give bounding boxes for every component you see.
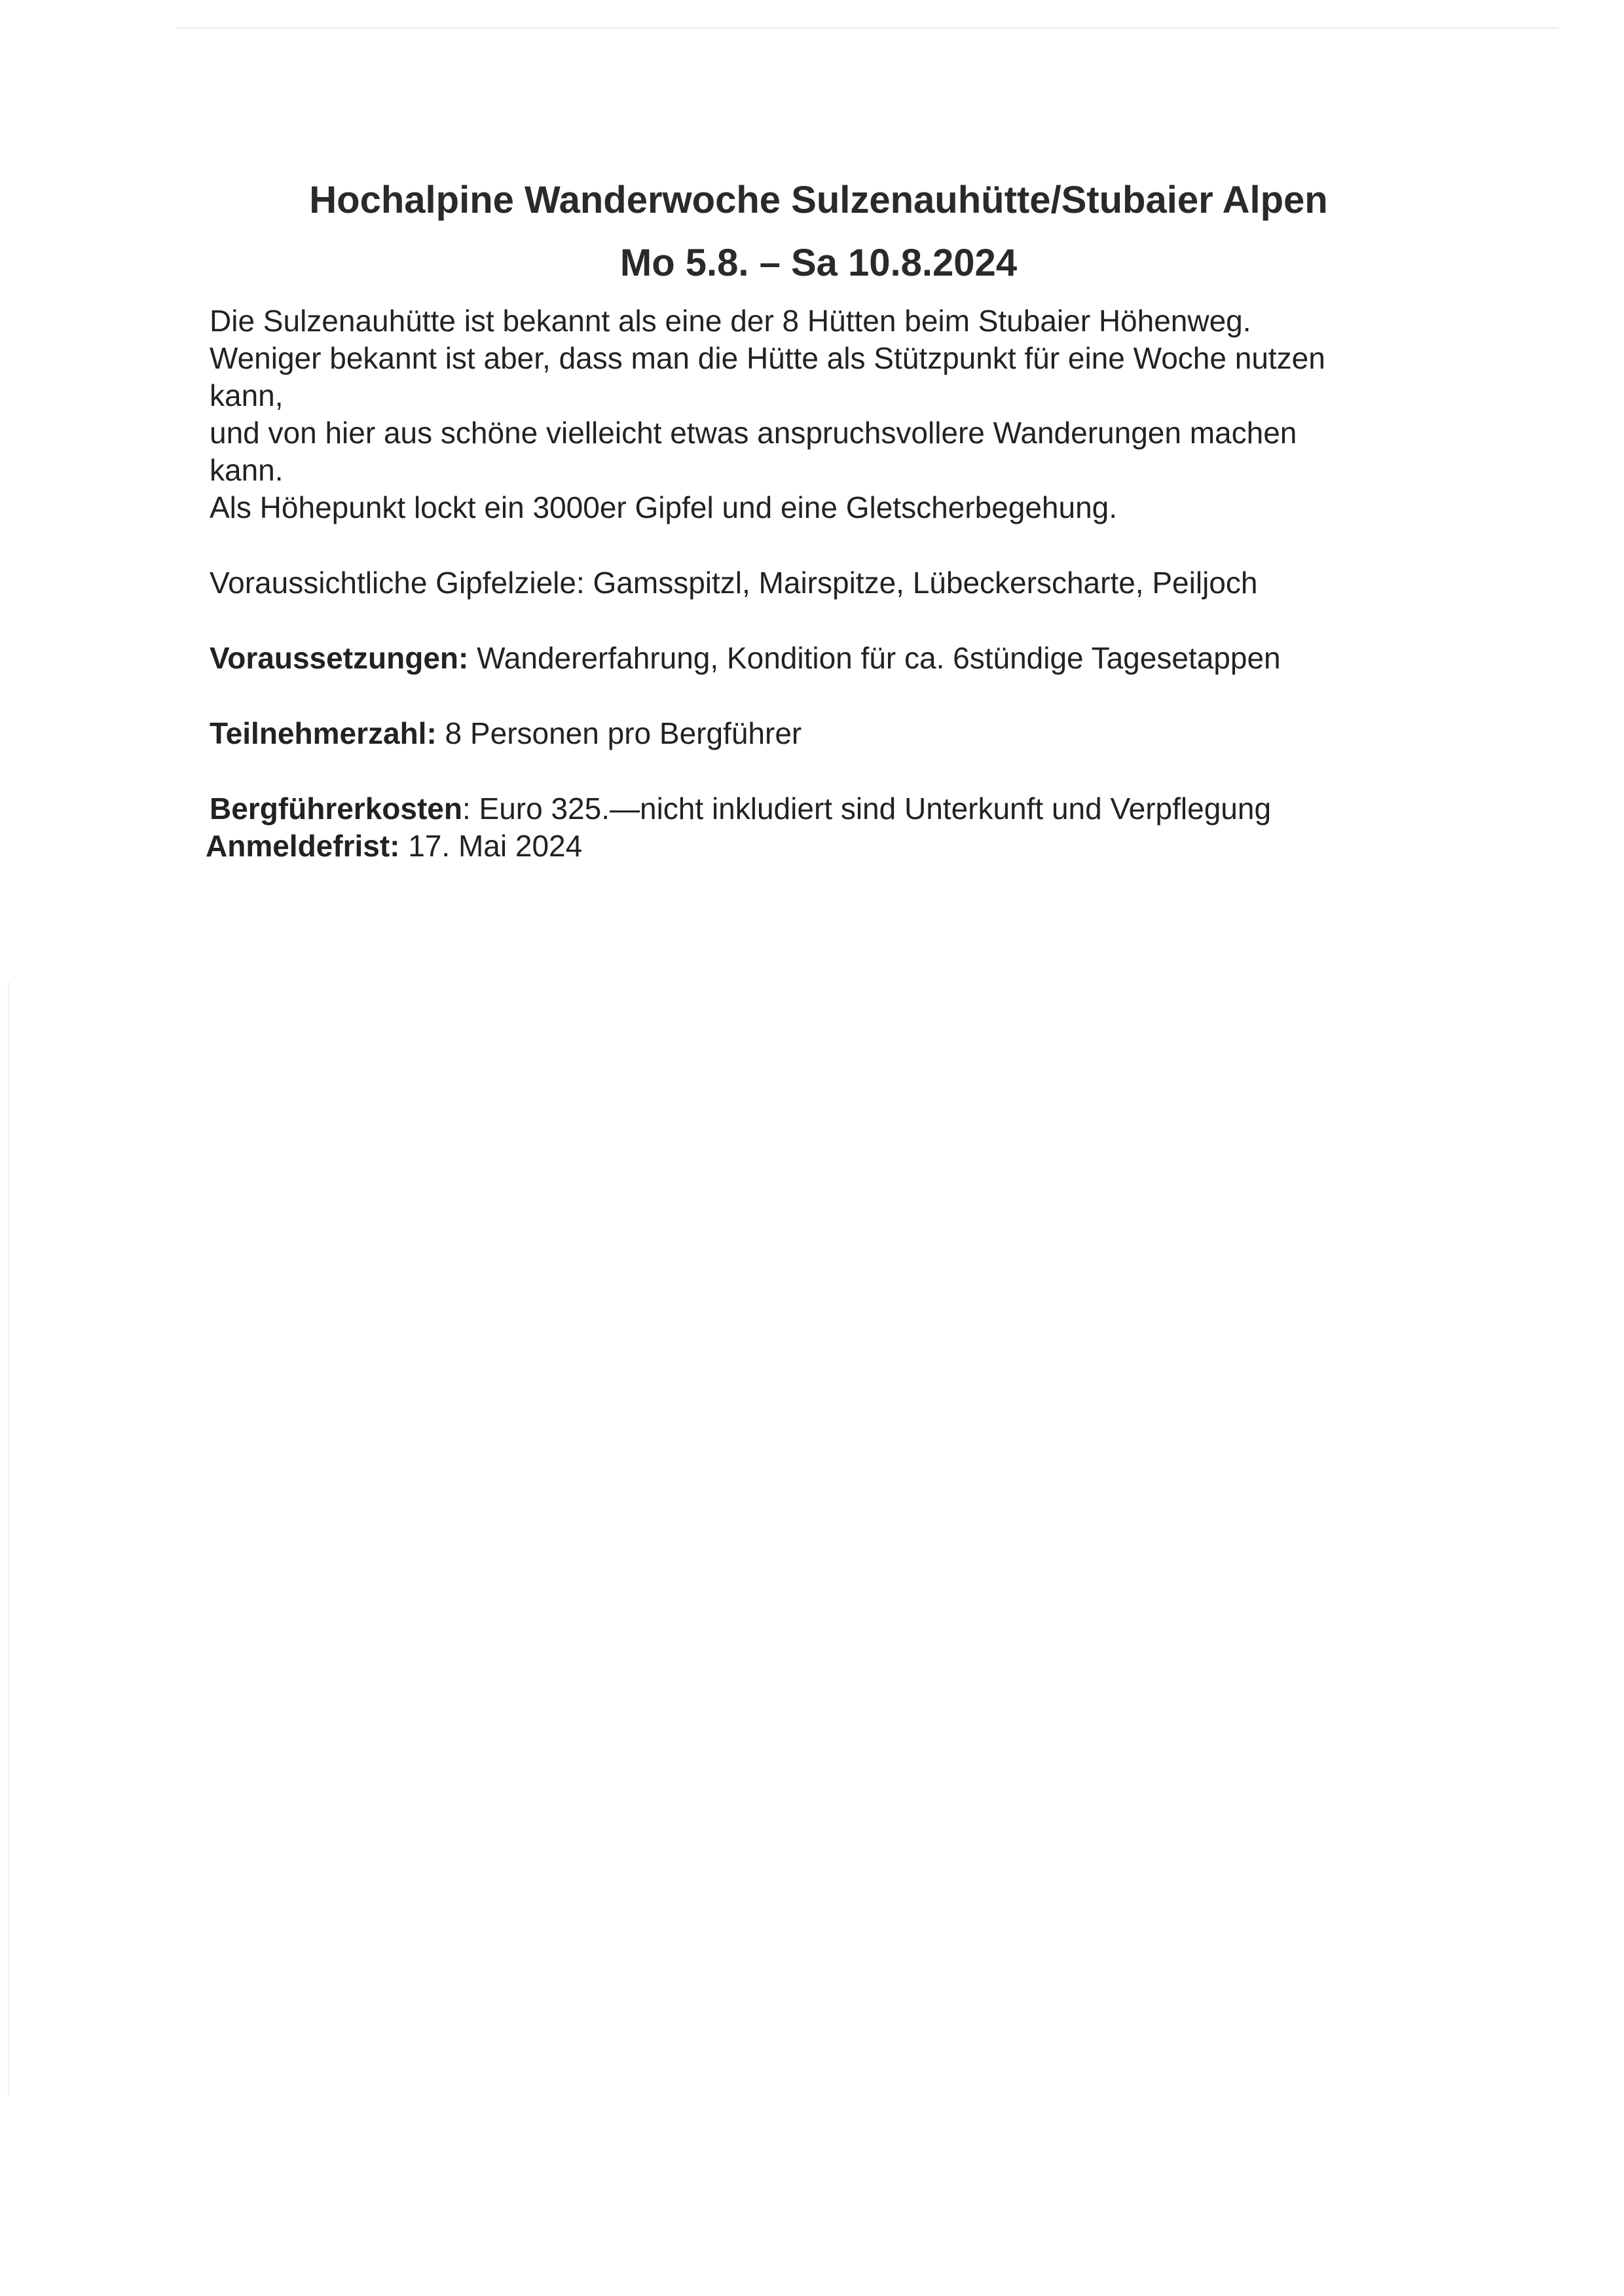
anmeldefrist-value: 17. Mai 2024 bbox=[399, 829, 583, 863]
title-line-1: Hochalpine Wanderwoche Sulzenauhütte/Stubaier Alpen bbox=[309, 179, 1328, 221]
spacer bbox=[210, 752, 1454, 790]
bergfuehrerkosten-value: : Euro 325.—nicht inkludiert sind Unterkunft und Verpflegung bbox=[462, 792, 1272, 826]
spacer bbox=[210, 526, 1454, 564]
title-line-2: Mo 5.8. – Sa 10.8.2024 bbox=[619, 242, 1018, 284]
anmeldefrist-label: Anmeldefrist: bbox=[206, 829, 400, 863]
voraussetzungen-value: Wandererfahrung, Kondition für ca. 6stündige Tagesetappen bbox=[468, 641, 1281, 675]
intro-line-6: Als Höhepunkt lockt ein 3000er Gipfel und eine Gletscherbegehung. bbox=[210, 490, 1118, 524]
gipfelziele-line: Voraussichtliche Gipfelziele: Gamsspitzl, Mairspitze, Lübeckerscharte, Peiljoch bbox=[210, 566, 1258, 600]
anmeldefrist-line bbox=[206, 828, 1454, 865]
teilnehmerzahl-label: Teilnehmerzahl: bbox=[210, 716, 437, 750]
intro-line-4: und von hier aus schöne vielleicht etwas anspruchsvollere Wanderungen machen bbox=[210, 416, 1297, 450]
teilnehmerzahl-value: 8 Personen pro Bergführer bbox=[436, 716, 802, 750]
bergfuehrerkosten-label: Bergführerkosten bbox=[210, 792, 462, 826]
spacer bbox=[210, 677, 1454, 715]
intro-line-2: Weniger bekannt ist aber, dass man die Hütte als Stützpunkt für eine Woche nutzen bbox=[210, 341, 1325, 375]
intro-paragraph bbox=[210, 302, 1454, 526]
teilnehmerzahl-line bbox=[210, 715, 1454, 752]
scan-edge-left bbox=[8, 982, 9, 2095]
intro-line-3: kann, bbox=[210, 378, 284, 412]
spacer bbox=[210, 602, 1454, 640]
voraussetzungen-label: Voraussetzungen: bbox=[210, 641, 469, 675]
document-body bbox=[206, 302, 1454, 865]
voraussetzungen-line bbox=[210, 640, 1454, 677]
bergfuehrerkosten-line bbox=[210, 790, 1454, 828]
scan-edge-top bbox=[177, 27, 1559, 29]
document-title bbox=[164, 169, 1473, 295]
intro-line-1: Die Sulzenauhütte ist bekannt als eine der 8 Hütten beim Stubaier Höhenweg. bbox=[210, 304, 1251, 338]
intro-line-5: kann. bbox=[210, 453, 284, 487]
